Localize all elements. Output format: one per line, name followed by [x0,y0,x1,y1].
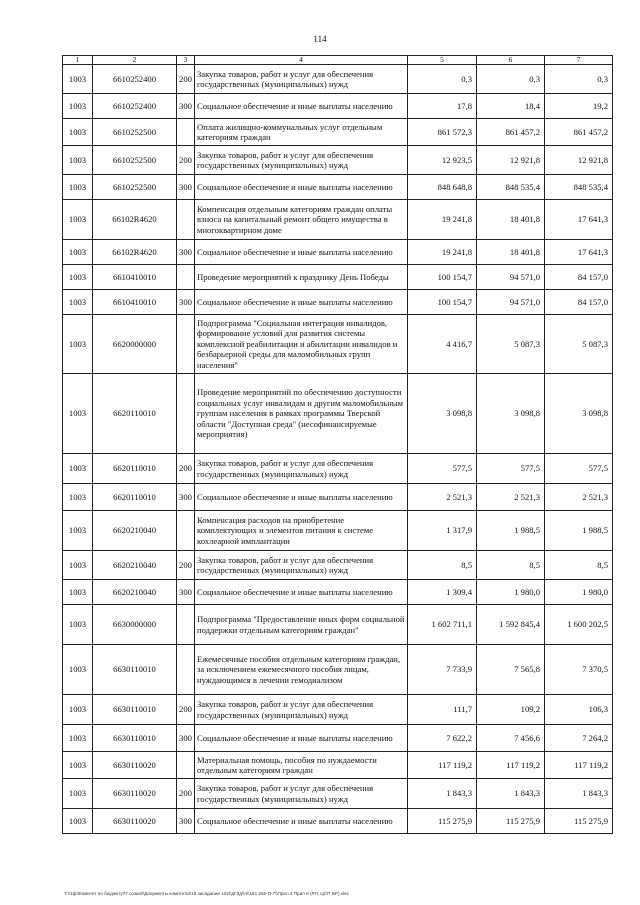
target-code-cell: 6630110010 [93,695,177,725]
expense-type-cell: 300 [177,94,195,119]
amount-year3-cell: 5 087,3 [545,315,613,374]
item-name-cell: Оплата жилищно-коммунальных услуг отдельным категориям граждан [195,119,408,146]
amount-year3-cell: 2 521,3 [545,484,613,511]
amount-year2-cell: 18,4 [477,94,545,119]
amount-year1-cell: 19 241,8 [408,240,477,265]
section-code-cell: 1003 [63,65,93,94]
expense-type-cell: 200 [177,454,195,484]
item-name-cell: Ежемесячные пособия отдельным категориям граждан, за исключением ежемесячного пособия лицам, нуждающимся в лечении гемодиализом [195,645,408,695]
amount-year3-cell: 1 988,5 [545,511,613,551]
amount-year3-cell: 577,5 [545,454,613,484]
amount-year3-cell: 117 119,2 [545,752,613,779]
amount-year3-cell: 1 980,0 [545,580,613,605]
table-row [63,374,613,454]
amount-year1-cell: 861 572,3 [408,119,477,146]
table-row [63,454,613,484]
amount-year2-cell: 5 087,3 [477,315,545,374]
table-row [63,580,613,605]
amount-year2-cell: 1 988,5 [477,511,545,551]
amount-year1-cell: 1 317,9 [408,511,477,551]
expense-type-cell: 200 [177,65,195,94]
column-header: 3 [177,56,195,65]
section-code-cell: 1003 [63,240,93,265]
amount-year2-cell: 0,3 [477,65,545,94]
amount-year2-cell: 1 592 845,4 [477,605,545,645]
amount-year1-cell: 7 622,2 [408,725,477,752]
item-name-cell: Закупка товаров, работ и услуг для обеспечения государственных (муниципальных) нужд [195,695,408,725]
expense-type-cell: 300 [177,484,195,511]
amount-year2-cell: 7 565,8 [477,645,545,695]
amount-year2-cell: 109,2 [477,695,545,725]
table-row [63,315,613,374]
section-code-cell: 1003 [63,779,93,809]
section-code-cell: 1003 [63,645,93,695]
section-code-cell: 1003 [63,374,93,454]
amount-year1-cell: 2 521,3 [408,484,477,511]
amount-year3-cell: 3 098,8 [545,374,613,454]
target-code-cell: 6620210040 [93,580,177,605]
amount-year1-cell: 111,7 [408,695,477,725]
amount-year3-cell: 84 157,0 [545,265,613,290]
target-code-cell: 66102R4620 [93,200,177,240]
table-row [63,645,613,695]
item-name-cell: Социальное обеспечение и иные выплаты населению [195,809,408,834]
target-code-cell: 6630110020 [93,779,177,809]
amount-year1-cell: 1 602 711,1 [408,605,477,645]
section-code-cell: 1003 [63,265,93,290]
item-name-cell: Материальная помощь, пособия по нуждаемости отдельным категориям граждан [195,752,408,779]
section-code-cell: 1003 [63,94,93,119]
section-code-cell: 1003 [63,119,93,146]
section-code-cell: 1003 [63,484,93,511]
amount-year2-cell: 1 843,3 [477,779,545,809]
expense-type-cell [177,511,195,551]
expense-type-cell: 300 [177,580,195,605]
table-row [63,200,613,240]
expense-type-cell [177,752,195,779]
amount-year2-cell: 18 401,8 [477,240,545,265]
table-row [63,484,613,511]
target-code-cell: 6610410010 [93,290,177,315]
table-row [63,809,613,834]
target-code-cell: 6610252500 [93,119,177,146]
table-row [63,605,613,645]
target-code-cell: 6610410010 [93,265,177,290]
item-name-cell: Компенсация отдельным категориям граждан оплаты взноса на капитальный ремонт общего имущества в многоквартирном доме [195,200,408,240]
table-row [63,779,613,809]
table-row [63,119,613,146]
amount-year3-cell: 7 370,5 [545,645,613,695]
column-header: 6 [477,56,545,65]
target-code-cell: 6630110010 [93,725,177,752]
expense-type-cell [177,119,195,146]
expense-type-cell [177,265,195,290]
amount-year2-cell: 8,5 [477,551,545,580]
expense-type-cell [177,645,195,695]
expense-type-cell [177,374,195,454]
amount-year3-cell: 1 600 202,5 [545,605,613,645]
expense-type-cell: 200 [177,146,195,175]
amount-year1-cell: 1 309,4 [408,580,477,605]
item-name-cell: Проведение мероприятий к празднику День Победы [195,265,408,290]
table-row [63,265,613,290]
amount-year1-cell: 3 098,8 [408,374,477,454]
table-row [63,146,613,175]
amount-year2-cell: 12 921,8 [477,146,545,175]
item-name-cell: Социальное обеспечение и иные выплаты населению [195,94,408,119]
target-code-cell: 6610252400 [93,94,177,119]
item-name-cell: Подпрограмма "Предоставление иных форм социальной поддержки отдельным категориям граждан" [195,605,408,645]
amount-year2-cell: 18 401,8 [477,200,545,240]
table-row [63,240,613,265]
amount-year1-cell: 100 154,7 [408,265,477,290]
target-code-cell: 6620110010 [93,454,177,484]
table-header-row [63,56,613,65]
target-code-cell: 6610252500 [93,146,177,175]
target-code-cell: 6620110010 [93,484,177,511]
amount-year2-cell: 3 098,8 [477,374,545,454]
amount-year3-cell: 12 921,8 [545,146,613,175]
amount-year1-cell: 0,3 [408,65,477,94]
expense-type-cell [177,315,195,374]
amount-year1-cell: 4 416,7 [408,315,477,374]
amount-year2-cell: 1 980,0 [477,580,545,605]
table-row [63,511,613,551]
amount-year2-cell: 577,5 [477,454,545,484]
target-code-cell: 6610252500 [93,175,177,200]
section-code-cell: 1003 [63,752,93,779]
amount-year3-cell: 848 535,4 [545,175,613,200]
expense-type-cell: 300 [177,240,195,265]
item-name-cell: Социальное обеспечение и иные выплаты населению [195,725,408,752]
amount-year1-cell: 7 733,9 [408,645,477,695]
amount-year3-cell: 1 843,3 [545,779,613,809]
section-code-cell: 1003 [63,200,93,240]
item-name-cell: Подпрограмма "Социальная интеграция инвалидов, формирование условий для развития системы комплексной реабилитации и абилитации инвалидов и безбарьерной среды для маломобильных групп населения" [195,315,408,374]
column-header: 5 [408,56,477,65]
column-header: 4 [195,56,408,65]
amount-year3-cell: 115 275,9 [545,809,613,834]
amount-year3-cell: 17 641,3 [545,240,613,265]
section-code-cell: 1003 [63,146,93,175]
table-row [63,695,613,725]
expense-type-cell [177,605,195,645]
amount-year2-cell: 2 521,3 [477,484,545,511]
page-number: 114 [313,34,327,44]
column-header: 1 [63,56,93,65]
table-row [63,175,613,200]
amount-year3-cell: 861 457,2 [545,119,613,146]
amount-year2-cell: 115 275,9 [477,809,545,834]
amount-year3-cell: 17 641,3 [545,200,613,240]
expense-type-cell: 300 [177,175,195,200]
amount-year3-cell: 8,5 [545,551,613,580]
amount-year1-cell: 577,5 [408,454,477,484]
item-name-cell: Социальное обеспечение и иные выплаты населению [195,240,408,265]
item-name-cell: Компенсация расходов на приобретение комплектующих и элементов питания к системе кохлеарной имплантации [195,511,408,551]
section-code-cell: 1003 [63,454,93,484]
item-name-cell: Закупка товаров, работ и услуг для обеспечения государственных (муниципальных) нужд [195,454,408,484]
expense-type-cell: 300 [177,725,195,752]
amount-year1-cell: 19 241,8 [408,200,477,240]
item-name-cell: Социальное обеспечение и иные выплаты населению [195,580,408,605]
column-header: 2 [93,56,177,65]
table-row [63,551,613,580]
amount-year3-cell: 0,3 [545,65,613,94]
target-code-cell: 6630110020 [93,752,177,779]
target-code-cell: 6620110010 [93,374,177,454]
amount-year3-cell: 19,2 [545,94,613,119]
amount-year1-cell: 12 923,5 [408,146,477,175]
item-name-cell: Социальное обеспечение и иные выплаты населению [195,175,408,200]
budget-table [62,55,613,834]
amount-year1-cell: 848 648,8 [408,175,477,200]
table-row [63,65,613,94]
target-code-cell: 6630110020 [93,809,177,834]
target-code-cell: 6620210040 [93,551,177,580]
item-name-cell: Закупка товаров, работ и услуг для обеспечения государственных (муниципальных) нужд [195,779,408,809]
amount-year2-cell: 117 119,2 [477,752,545,779]
amount-year1-cell: 115 275,9 [408,809,477,834]
amount-year2-cell: 861 457,2 [477,119,545,146]
amount-year3-cell: 7 264,2 [545,725,613,752]
column-header: 7 [545,56,613,65]
amount-year3-cell: 106,3 [545,695,613,725]
item-name-cell: Социальное обеспечение и иные выплаты населению [195,484,408,511]
amount-year2-cell: 94 571,0 [477,265,545,290]
item-name-cell: Закупка товаров, работ и услуг для обеспечения государственных (муниципальных) нужд [195,551,408,580]
amount-year1-cell: 117 119,2 [408,752,477,779]
amount-year2-cell: 7 456,6 [477,725,545,752]
section-code-cell: 1003 [63,809,93,834]
amount-year1-cell: 17,8 [408,94,477,119]
section-code-cell: 1003 [63,605,93,645]
expense-type-cell: 300 [177,809,195,834]
section-code-cell: 1003 [63,315,93,374]
amount-year3-cell: 84 157,0 [545,290,613,315]
section-code-cell: 1003 [63,580,93,605]
section-code-cell: 1003 [63,695,93,725]
target-code-cell: 6620000000 [93,315,177,374]
section-code-cell: 1003 [63,551,93,580]
section-code-cell: 1003 [63,511,93,551]
section-code-cell: 1003 [63,290,93,315]
section-code-cell: 1003 [63,175,93,200]
file-path-footer: T:\\1ф\\Комитет по бюджету\\7 созыв\\Документы комитета\\18 заседание 102\\дГЗд\\ч\\161 265-П-7\\Прил 4 Прил 8 (РП, ЦСР, ВР).xlsx [64,891,349,896]
target-code-cell: 6630000000 [93,605,177,645]
amount-year1-cell: 1 843,3 [408,779,477,809]
amount-year1-cell: 8,5 [408,551,477,580]
expense-type-cell [177,200,195,240]
target-code-cell: 6620210040 [93,511,177,551]
table-row [63,94,613,119]
item-name-cell: Проведение мероприятий по обеспечению доступности социальных услуг инвалидам и другим маломобильным группам населения в рамках программы Тверской области "Доступная среда" (несофинансируемые мероприятия) [195,374,408,454]
expense-type-cell: 200 [177,779,195,809]
item-name-cell: Закупка товаров, работ и услуг для обеспечения государственных (муниципальных) нужд [195,65,408,94]
expense-type-cell: 200 [177,695,195,725]
amount-year2-cell: 848 535,4 [477,175,545,200]
table-row [63,290,613,315]
target-code-cell: 6630110010 [93,645,177,695]
section-code-cell: 1003 [63,725,93,752]
target-code-cell: 6610252400 [93,65,177,94]
amount-year1-cell: 100 154,7 [408,290,477,315]
expense-type-cell: 200 [177,551,195,580]
item-name-cell: Социальное обеспечение и иные выплаты населению [195,290,408,315]
table-row [63,725,613,752]
item-name-cell: Закупка товаров, работ и услуг для обеспечения государственных (муниципальных) нужд [195,146,408,175]
expense-type-cell: 300 [177,290,195,315]
target-code-cell: 66102R4620 [93,240,177,265]
table-row [63,752,613,779]
amount-year2-cell: 94 571,0 [477,290,545,315]
